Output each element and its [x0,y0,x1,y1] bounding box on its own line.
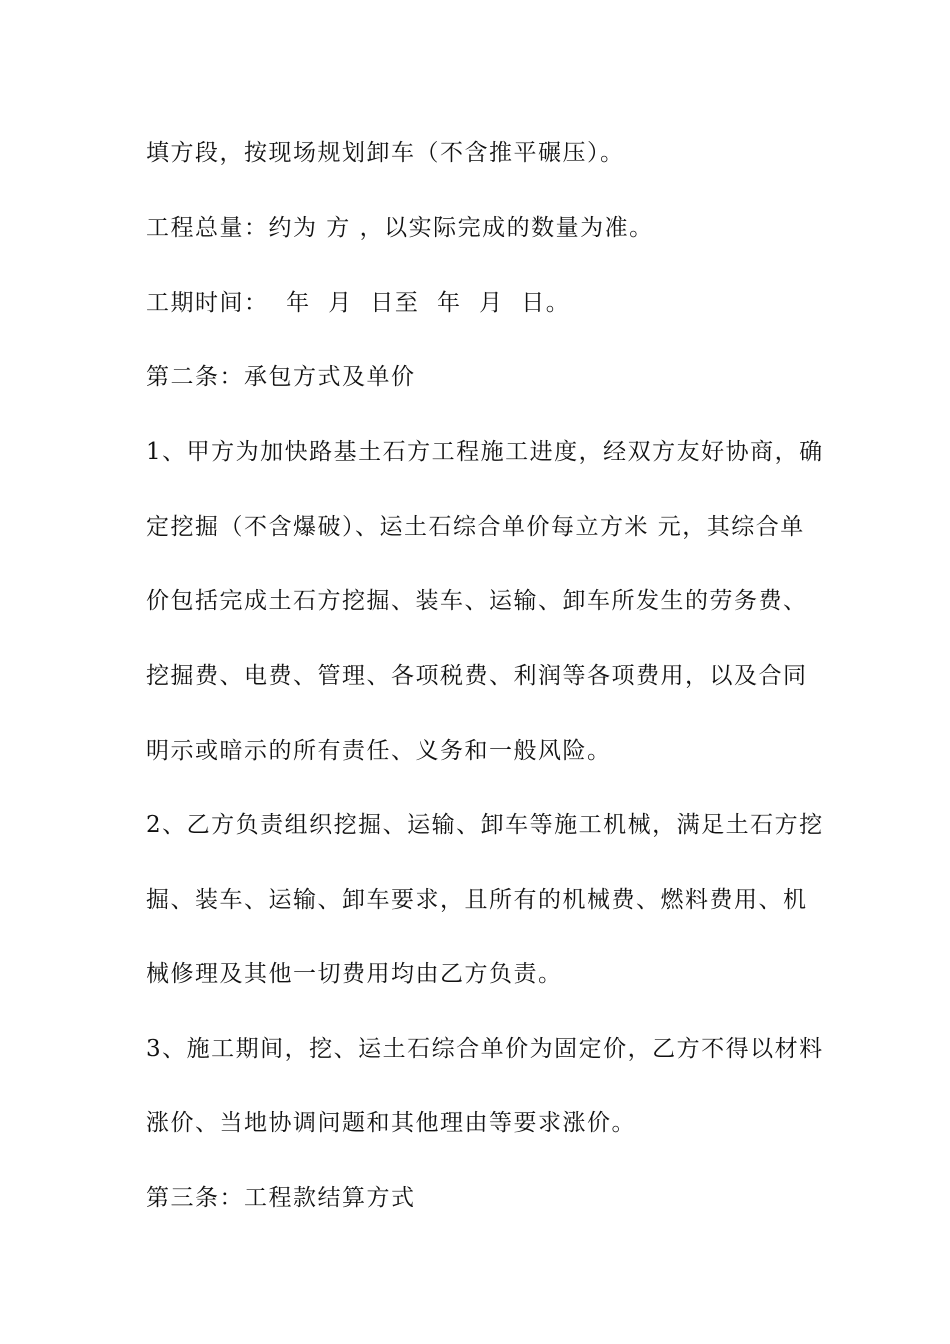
text-line: 明示或暗示的所有责任、义务和一般风险。 [146,738,612,764]
text-line: 3、施工期间，挖、运土石综合单价为固定价，乙方不得以材料 [146,1036,824,1062]
text-line: 械修理及其他一切费用均由乙方负责。 [146,961,563,987]
text-line: 涨价、当地协调问题和其他理由等要求涨价。 [146,1110,636,1136]
text-line: 填方段，按现场规划卸车（不含推平碾压）。 [146,140,625,166]
text-line: 价包括完成土石方挖掘、装车、运输、卸车所发生的劳务费、 [146,588,808,614]
section-heading: 第二条：承包方式及单价 [146,364,416,390]
text-line: 定挖掘（不含爆破）、运土石综合单价每立方米 元，其综合单 [146,514,805,540]
text-line: 1、甲方为加快路基土石方工程施工进度，经双方友好协商，确 [146,439,824,465]
text-line: 掘、装车、运输、卸车要求，且所有的机械费、燃料费用、机 [146,887,808,913]
text-line: 挖掘费、电费、管理、各项税费、利润等各项费用，以及合同 [146,663,808,689]
text-line: 2、乙方负责组织挖掘、运输、卸车等施工机械，满足土石方挖 [146,812,824,838]
text-line: 工程总量：约为 方 ，以实际完成的数量为准。 [146,215,654,241]
text-line: 工期时间： 年 月 日至 年 月 日。 [146,290,571,316]
section-heading: 第三条：工程款结算方式 [146,1185,416,1211]
